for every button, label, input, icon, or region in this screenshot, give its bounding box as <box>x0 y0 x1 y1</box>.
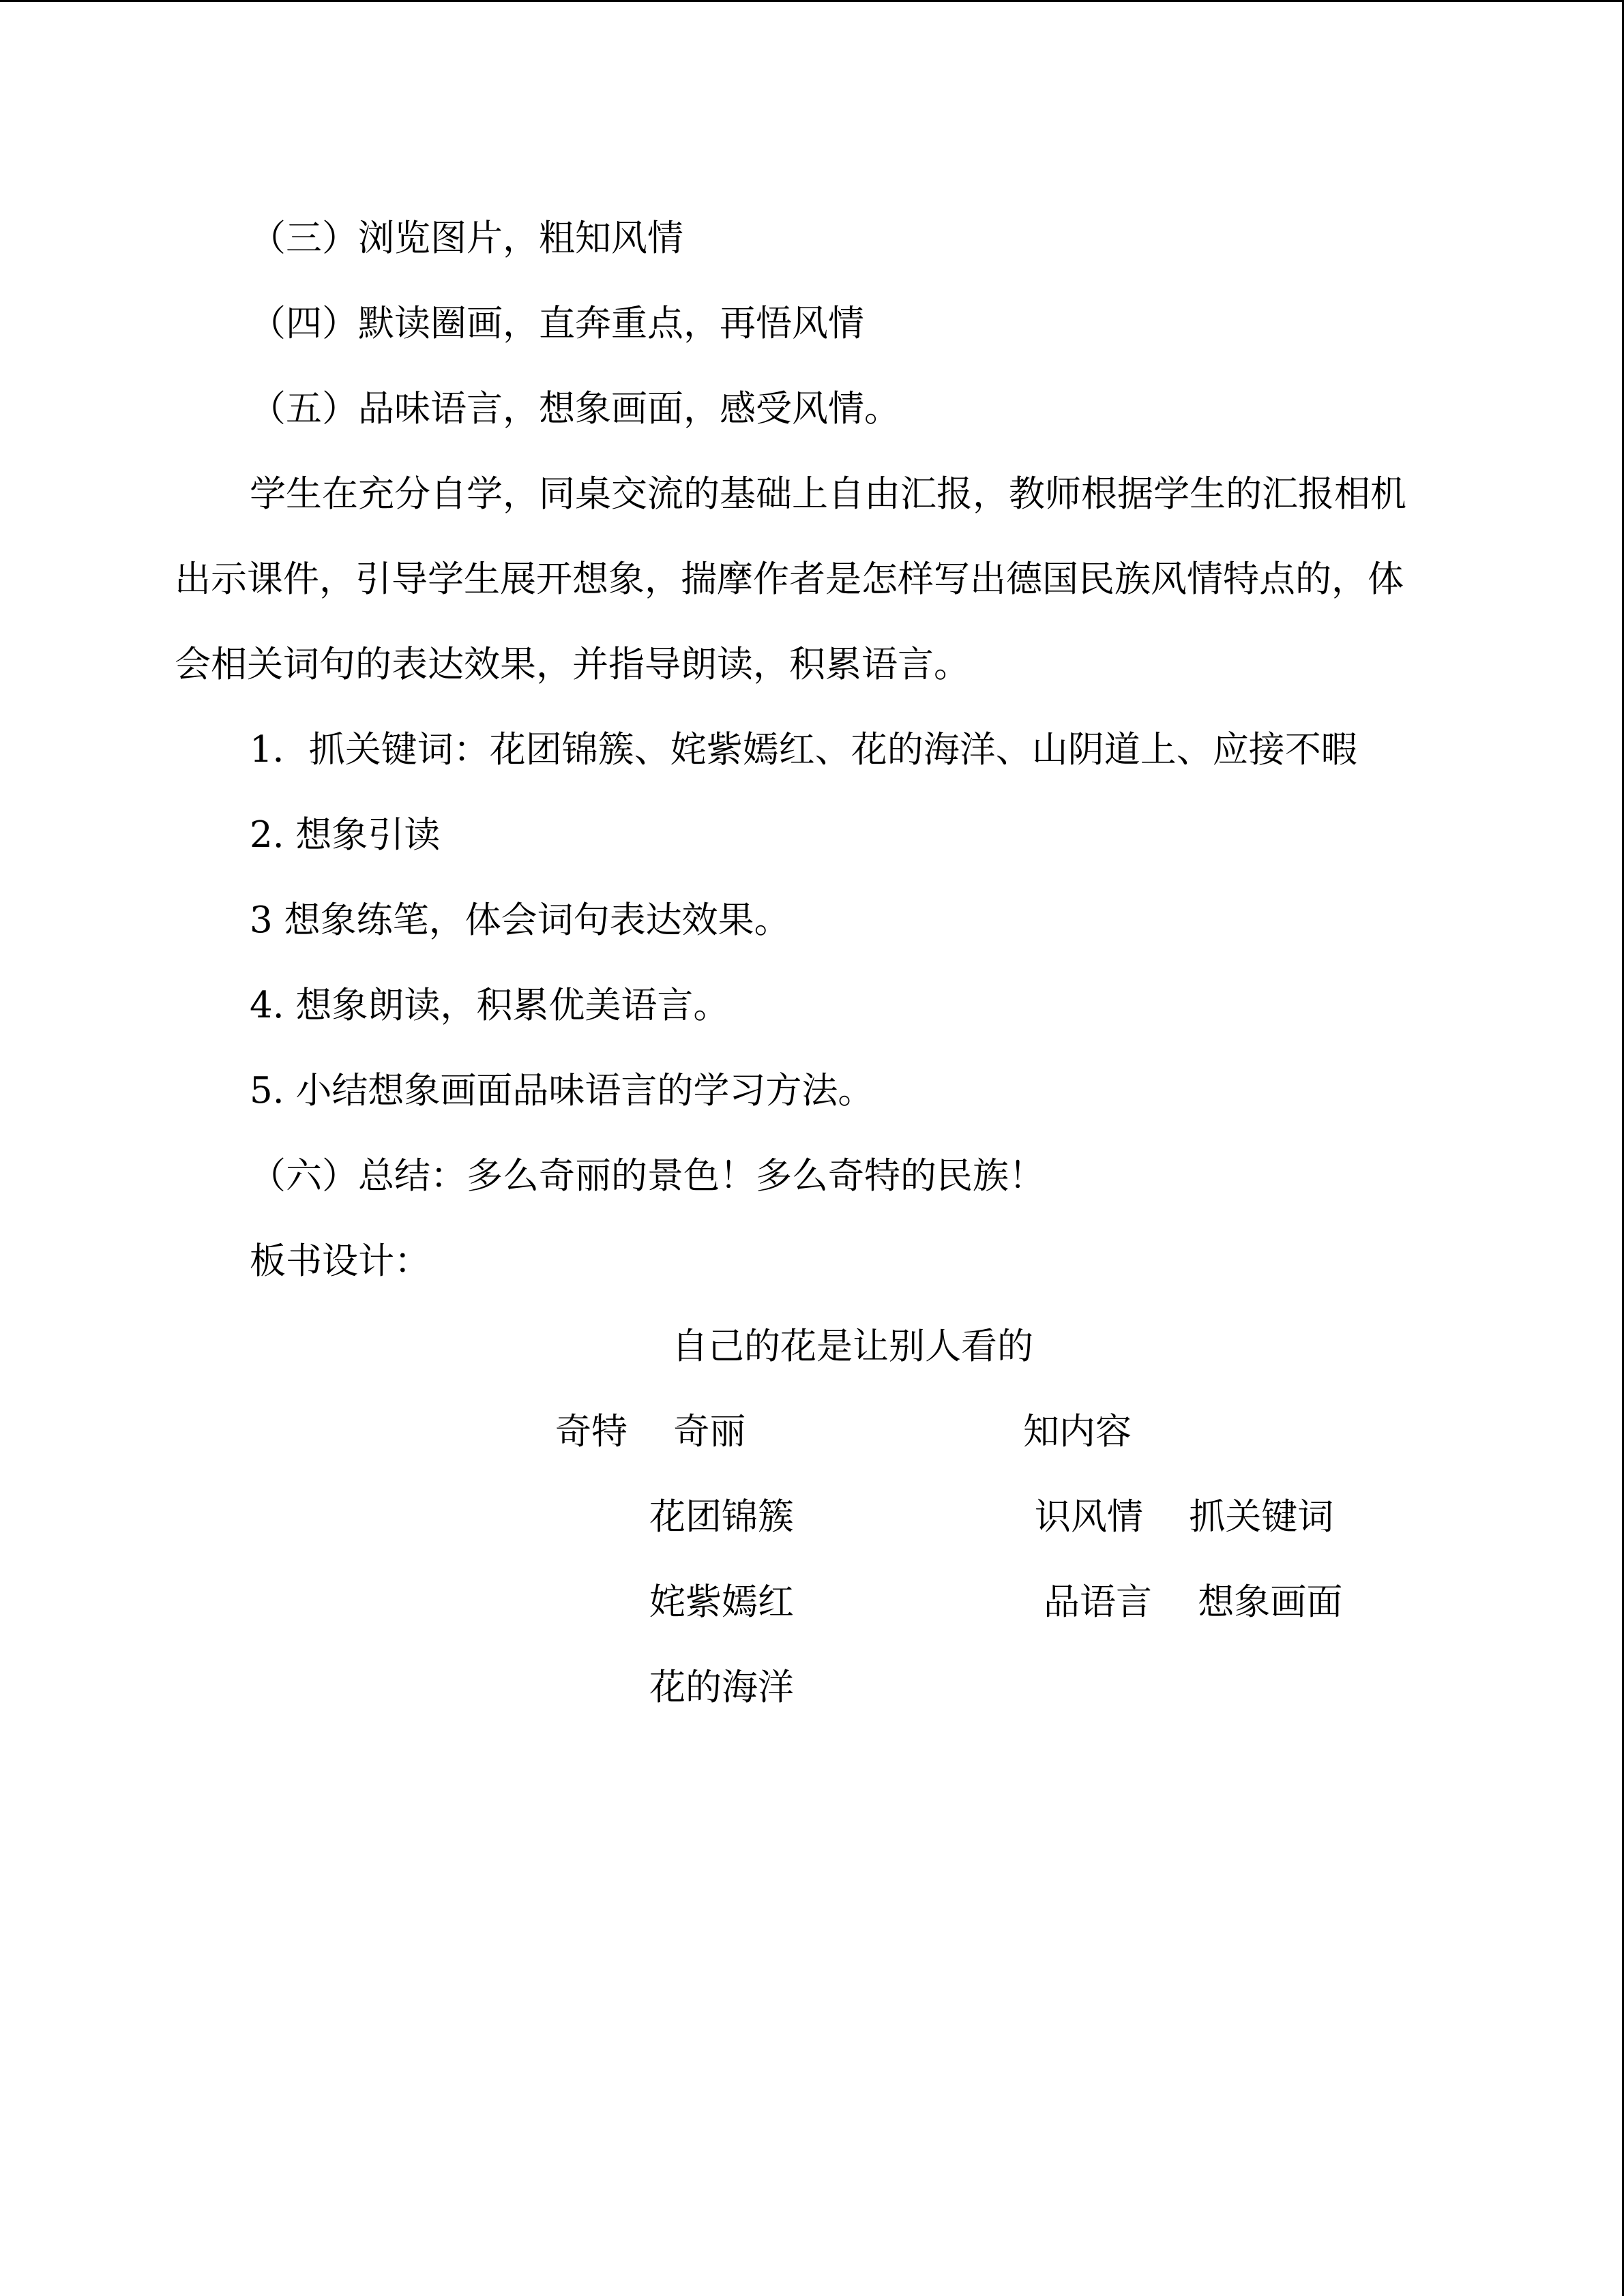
step-item-4: 4. 想象朗读，积累优美语言。 <box>250 985 730 1026</box>
step-item-1: 1．抓关键词：花团锦簇、姹紫嫣红、花的海洋、山阴道上、应接不暇 <box>250 729 1357 771</box>
board-right-row-2: 识风情 抓关键词 <box>1035 1496 1334 1538</box>
section-five: （五）品味语言，想象画面，感受风情。 <box>250 388 900 430</box>
step-item-3: 3 想象练笔，体会词句表达效果。 <box>250 899 791 941</box>
paragraph-line-1: 学生在充分自学，同桌交流的基础上自由汇报，教师根据学生的汇报相机 <box>250 473 1406 515</box>
board-design-label: 板书设计： <box>250 1240 430 1282</box>
board-right-row-1: 知内容 <box>1023 1411 1132 1452</box>
step-item-2: 2. 想象引读 <box>250 814 441 856</box>
paragraph-line-2: 出示课件，引导学生展开想象，揣摩作者是怎样写出德国民族风情特点的，体 <box>175 558 1404 600</box>
board-left-item-3: 花的海洋 <box>649 1667 794 1708</box>
board-left-item-1: 花团锦簇 <box>649 1496 794 1538</box>
paragraph-line-3: 会相关词句的表达效果，并指导朗读，积累语言。 <box>175 644 970 685</box>
section-three: （三）浏览图片，粗知风情 <box>250 218 683 259</box>
page-border-top <box>0 0 1624 2</box>
board-title: 自己的花是让别人看的 <box>672 1326 1033 1367</box>
board-left-item-2: 姹紫嫣红 <box>649 1581 794 1623</box>
step-item-5: 5. 小结想象画面品味语言的学习方法。 <box>250 1070 874 1112</box>
board-right-row-3: 品语言 想象画面 <box>1044 1581 1343 1623</box>
section-four: （四）默读圈画，直奔重点，再悟风情 <box>250 303 864 344</box>
board-left-header: 奇特 奇丽 <box>555 1411 746 1452</box>
summary-line: （六）总结：多么奇丽的景色！多么奇特的民族！ <box>250 1155 1045 1197</box>
